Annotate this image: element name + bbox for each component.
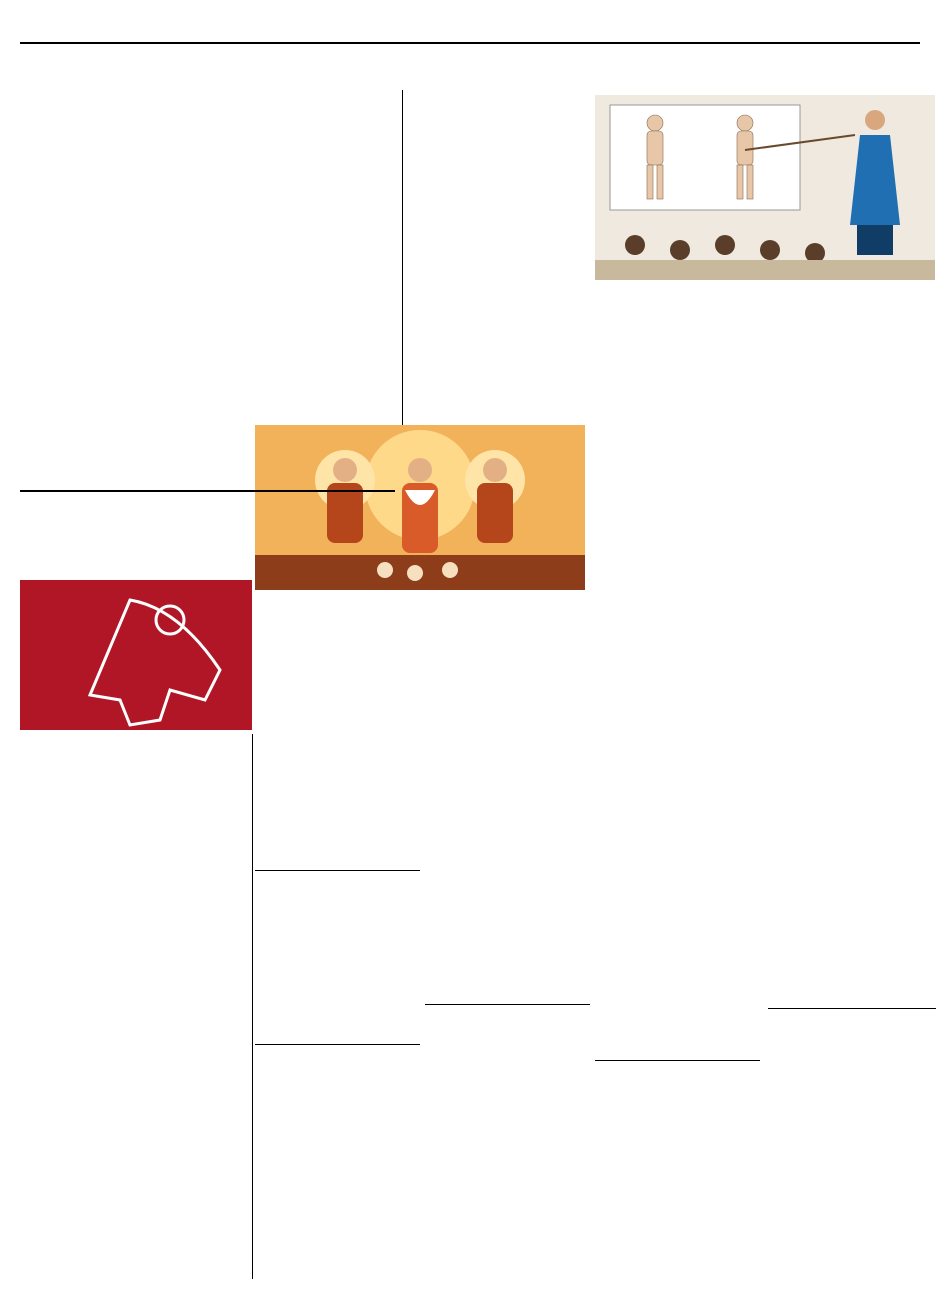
cm-text (255, 1060, 420, 1285)
column-divider (252, 734, 253, 1279)
classroom-illustration (595, 95, 935, 280)
guru-column (255, 595, 420, 715)
guru-column (595, 545, 760, 850)
cm-title (255, 1042, 420, 1045)
sages-illustration (255, 425, 585, 590)
section-rule (20, 490, 395, 492)
sex-ed-column (595, 285, 760, 485)
kejriwal-title (768, 1006, 936, 1009)
sex-ed-column (768, 285, 933, 473)
women-text (255, 886, 420, 1041)
guru-column (768, 545, 936, 850)
sex-ed-column (255, 95, 415, 425)
scotland-title (425, 1002, 590, 1005)
murder-body (20, 734, 250, 1274)
congress-title (595, 1058, 760, 1061)
kejriwal-text (768, 1024, 936, 1286)
guru-column (425, 595, 590, 715)
congress-text (595, 1076, 760, 1286)
misc-text (768, 884, 936, 999)
masthead (22, 10, 942, 40)
sex-ed-column (423, 95, 588, 425)
women-title (255, 868, 420, 871)
scotland-text (425, 1020, 590, 1285)
masthead-rule (20, 42, 920, 44)
meter-text (425, 884, 590, 999)
trans-text (595, 884, 760, 1054)
murder-image (20, 580, 252, 730)
